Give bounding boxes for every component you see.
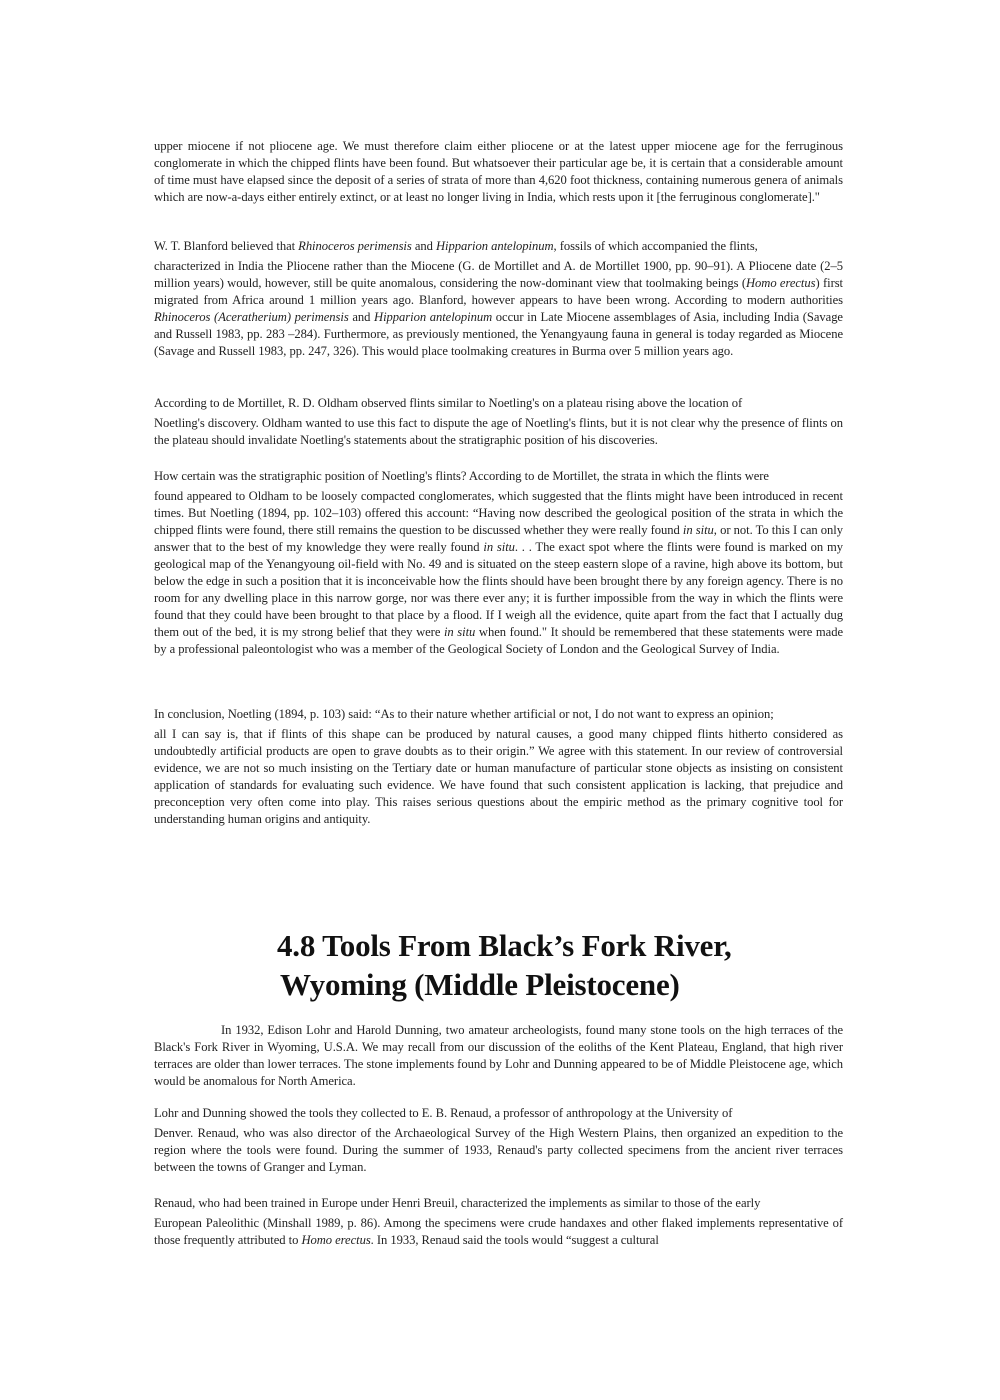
text-run: when found." It should be remembered that these statements were made by a professional paleontologist who was a member of the Geological Society of London and the Geological Survey of India. xyxy=(154,624,843,656)
text-run: . In 1933, Renaud said the tools would “suggest a cultural xyxy=(370,1233,659,1248)
text-run: How certain was the stratigraphic position of Noetling's flints? According to de Mortillet, the strata in which the flints were xyxy=(154,469,769,483)
text-run: , or not. To this I can only answer that to the best of my knowledge they were really found xyxy=(154,523,843,555)
paragraph-text xyxy=(154,1105,843,1176)
paragraph-text xyxy=(154,238,843,360)
line-gap xyxy=(154,255,843,259)
text-run: occur in Late Miocene assemblages of Asia, including India (Savage and Russell 1983, pp. 283 –284). Furthermore, as previously mentioned, the Yenangyaung fauna in general is today regarded as Miocene (Savage and Russell 1983, pp. 247, 326). This would place toolmaking creatures in Burma over 5 million years ago. xyxy=(154,310,843,358)
line-gap xyxy=(154,485,843,489)
text-run: and xyxy=(411,239,436,253)
paragraph-text: upper miocene if not pliocene age. We must therefore claim either pliocene or at the latest upper miocene age for the ferruginous conglomerate in which the chipped flints have been found. But whatsoever their particular age be, it is certain that a considerable amount of time must have elapsed since the deposit of a series of strata of more than 4,620 foot thickness, containing numerous genera of animals which are now-a-days either entirely extinct, or at least no longer living in India, which rests upon it [the ferruginous conglomerate]." xyxy=(154,139,843,204)
line-gap xyxy=(154,1122,843,1126)
line-gap xyxy=(154,723,843,727)
paragraph-blanford xyxy=(154,238,843,360)
text-run: Renaud, who had been trained in Europe under Henri Breuil, characterized the implements as similar to those of the early xyxy=(154,1196,761,1210)
text-run: W. T. Blanford believed that xyxy=(154,239,299,253)
text-run: Denver. Renaud, who was also director of the Archaeological Survey of the High Western Plains, then organized an expedition to the region where the tools were found. During the summer of 1933, Renaud's party collected specimens from the ancient river terraces between the towns of Granger and Lyman. xyxy=(154,1126,843,1175)
paragraph-renaud-breuil xyxy=(154,1195,843,1249)
text-run: European Paleolithic (Minshall 1989, p. 86). Among the specimens were crude handaxes and other flaked implements representative of those frequently attributed to xyxy=(154,1216,843,1248)
text-run: Noetling's discovery. Oldham wanted to use this fact to dispute the age of Noetling's flints, but it is not clear why the presence of flints on the plateau should invalidate Noetling's statements about the stratigraphic position of his discoveries. xyxy=(154,416,843,448)
paragraph-text xyxy=(154,1195,843,1249)
paragraph-lohr-dunning xyxy=(154,1022,843,1090)
text-run: all I can say is, that if flints of this shape can be produced by natural causes, a good many chipped flints hitherto considered as undoubtedly artificial products are open to grave doubts as to their origin.” We agree with this statement. In our review of controversial evidence, we are not so much insisting on the Tertiary date or human manufacture of particular stone objects as insisting on consistent application of standards for evaluating such evidence. We have found that such consistent application is lacking, that prejudice and preconception very often come into play. This raises serious questions about the empiric method as the primary cognitive tool for understanding human origins and antiquity. xyxy=(154,727,843,826)
text-run: In 1932, Edison Lohr and Harold Dunning, two amateur archeologists, found many stone tools on the high terraces of the Black's Fork River in Wyoming, U.S.A. We may recall from our discussion of the eoliths of the Kent Plateau, England, that high river terraces are older than lower terraces. The stone implements found by Lohr and Dunning appeared to be of Middle Pleistocene age, which would be anomalous for North America. xyxy=(154,1023,843,1088)
text-run: characterized in India the Pliocene rather than the Miocene (G. de Mortillet and A. de Mortillet 1900, pp. 90–91). A Pliocene date (2–5 million years) would, however, still be quite anomalous, considering the now-dominant view that toolmaking beings ( xyxy=(154,259,843,291)
paragraph-text xyxy=(154,395,843,449)
paragraph-text xyxy=(154,1022,843,1090)
section-heading-line-1: 4.8 Tools From Black’s Fork River, xyxy=(277,928,732,963)
section-heading-line-2: Wyoming (Middle Pleistocene) xyxy=(280,967,680,1002)
paragraph-conclusion xyxy=(154,706,843,828)
text-run: , fossils of which accompanied the flints, xyxy=(553,239,758,253)
paragraph-quote-continuation xyxy=(154,138,843,206)
paragraph-text xyxy=(154,468,843,657)
text-run: Lohr and Dunning showed the tools they collected to E. B. Renaud, a professor of anthropology at the University of xyxy=(154,1106,733,1120)
text-run: In conclusion, Noetling (1894, p. 103) said: “As to their nature whether artificial or not, I do not want to express an opinion; xyxy=(154,707,774,721)
italic-term: in situ xyxy=(682,523,714,538)
italic-species: Homo erectus xyxy=(301,1233,371,1248)
text-run: According to de Mortillet, R. D. Oldham observed flints similar to Noetling's on a plateau rising above the location of xyxy=(154,396,743,410)
italic-species: Hipparion antelopinum xyxy=(374,310,493,325)
line-gap xyxy=(154,1212,843,1216)
italic-term: in situ xyxy=(483,540,515,555)
text-run: . . . The exact spot where the flints were found is marked on my geological map of the Yenangyoung oil-field with No. 49 and is situated on the steep eastern slope of a ravine, high above its bottom, but below the edge in such a position that it is inconceivable how the flints should have been brought there by any foreign agency. There is no room for any dwelling place in this narrow gorge, nor was there ever any; it is further impossible from the way in which the flints were found that they could have been brought to that place by a flood. If I weigh all the evidence, quite apart from the fact that I actually dug them out of the bed, it is my strong belief that they were xyxy=(154,540,843,639)
italic-species: Rhinoceros (Aceratherium) perimensis xyxy=(154,310,349,325)
italic-species: Homo erectus xyxy=(746,276,816,291)
line-gap xyxy=(154,412,843,416)
text-run: ) first migrated from Africa around 1 million years ago. Blanford, however appears to have been wrong. According to modern authorities xyxy=(154,276,844,308)
italic-species: Rhinoceros perimensis xyxy=(298,239,412,253)
paragraph-renaud-expedition xyxy=(154,1105,843,1176)
italic-species: Hipparion antelopinum xyxy=(435,239,554,253)
text-run: and xyxy=(348,310,375,325)
section-heading xyxy=(277,926,732,1004)
italic-term: in situ xyxy=(443,624,476,639)
paragraph-oldham xyxy=(154,395,843,449)
paragraph-text xyxy=(154,706,843,828)
text-run: found appeared to Oldham to be loosely compacted conglomerates, which suggested that the flints might have been introduced in recent times. But Noetling (1894, pp. 102–103) offered this account: “Having now described the geological position of the strata in which the chipped flints were found, there still remains the question to be discussed whether they were really found xyxy=(154,489,843,538)
paragraph-stratigraphic-position xyxy=(154,468,843,657)
